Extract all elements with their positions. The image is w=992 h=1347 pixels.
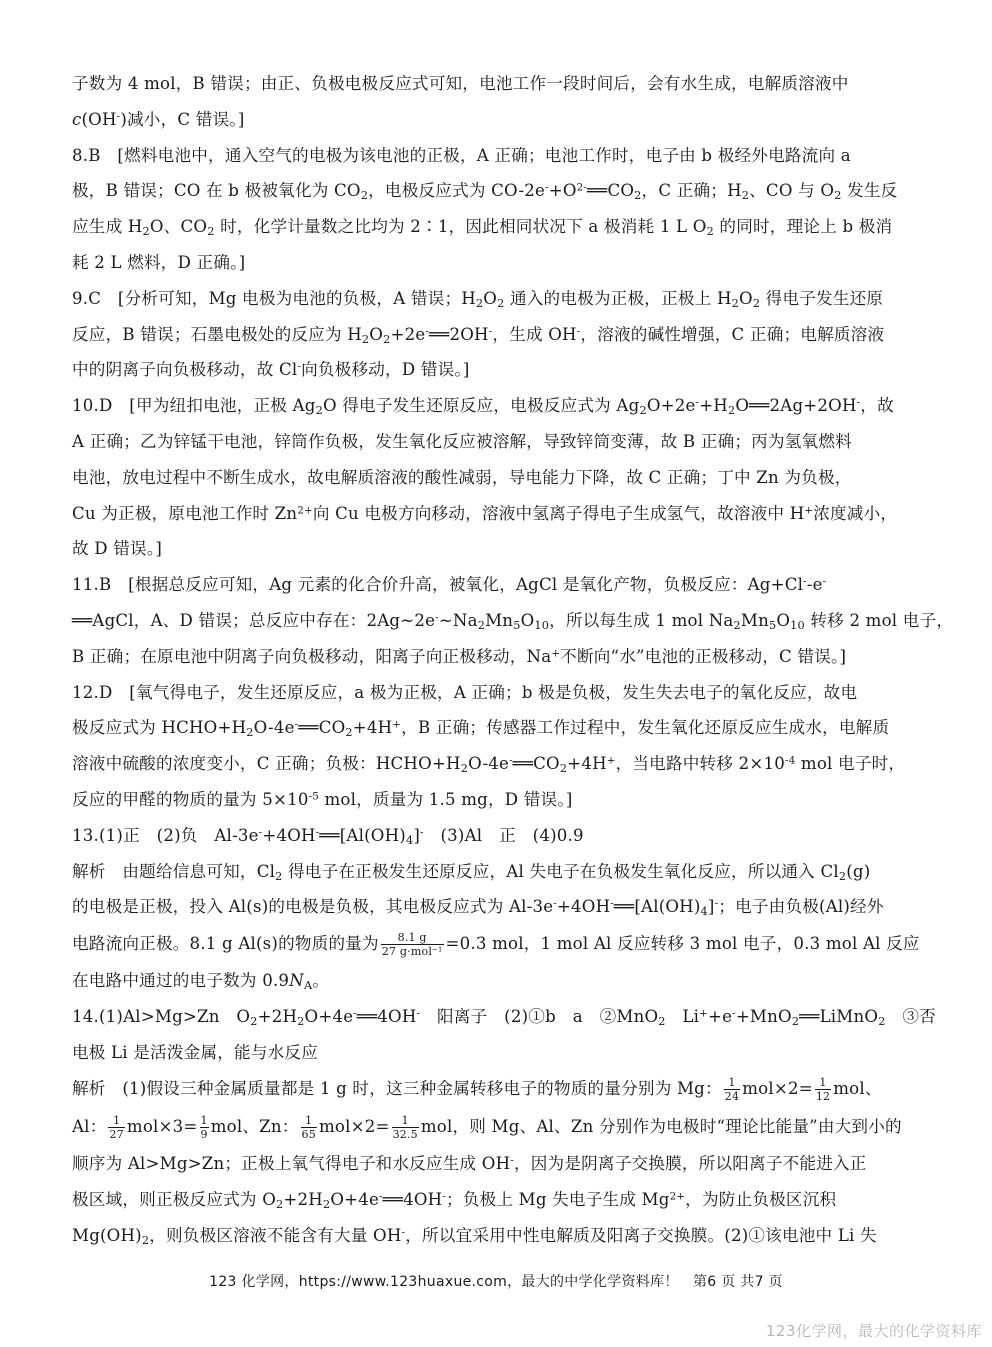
text-line: 反应的甲醛的物质的量为 $5\times 10^{-5}$ mol，质量为 1.5 mg，D 错误。] (72, 789, 573, 809)
text-line: 8.B [燃料电池中，通入空气的电极为该电池的正极，A 正确；电池工作时，电子由 b 极经外电路流向 a (72, 145, 851, 165)
text-line: 极，B 错误；CO 在 b 极被氧化为 $CO_2$，电极反应式为 $CO-2e^-+O^{2-}══CO_2$，C 正确；$H_2$、CO 与 $O_2$ 发生反 (72, 181, 898, 203)
text-line: 电极 Li 是活泼金属，能与水反应 (72, 1042, 318, 1062)
text-line: 顺序为 Al>Mg>Zn；正极上氧气得电子和水反应生成 OH-，因为是阴离子交换膜，所以阳离子不能进入正 (72, 1153, 867, 1173)
text-line: 应生成 $H_2O$、$CO_2$ 时，化学计量数之比均为 2∶1，因此相同状况下 a 极消耗 1 L $O_2$ 的同时，理论上 b 极消 (72, 217, 893, 238)
answer-text (72, 66, 954, 1253)
text-line: 12.D [氧气得电子，发生还原反应，a 极为正极，A 正确；b 极是负极，发生失去电子的氧化反应，故电 (72, 682, 858, 702)
text-line: 电池，放电过程中不断生成水，故电解质溶液的酸性减弱，导电能力下降，故 C 正确；丁中 Zn 为负极， (72, 467, 852, 487)
text-line: 溶液中硫酸的浓度变小，C 正确；负极：$HCHO+H_2O-4e^-══CO_2+4H^+$，当电路中转移 $2\times 10^{-4}$ mol 电子时， (72, 754, 906, 775)
text-line: Cu 为正极，原电池工作时 $Zn^{2+}$向 Cu 电极方向移动，溶液中氢离子得电子生成氢气，故溶液中 H+浓度减小， (72, 503, 898, 523)
text-line: 极反应式为 $HCHO+H_2O-4e^-══CO_2+4H^+$，B 正确；传感器工作过程中，发生氧化还原反应生成水，电解质 (72, 718, 890, 740)
text-line: 极区域，则正极反应式为 $O_2+2H_2O+4e^-══4OH^-$；负极上 Mg 失电子生成 $Mg^{2+}$，为防止负极区沉积 (72, 1189, 837, 1211)
text-line: 故 D 错误。] (72, 539, 163, 559)
text-line: ══AgCl，A、D 错误；总反应中存在：$2Ag\sim 2e^-\sim Na_2Mn_5O_{10}$，所以每生成 1 mol $Na_2Mn_5O_{10}$ 转移 2 mol 电子， (72, 610, 954, 632)
watermark: 123化学网，最大的化学资料库 (765, 1322, 982, 1340)
text-line: $Mg(OH)_2$，则负极区溶液不能含有大量 OH-，所以宜采用中性电解质及阳离子交换膜。(2)①该电池中 Li 失 (72, 1225, 877, 1247)
text-line: 子数为 4 mol，B 错误；由正、负极电极反应式可知，电池工作一段时间后，会有水生成，电解质溶液中 (72, 74, 849, 93)
text-line: 电路流向正极。8.1 g Al(s)的物质的量为 8.1 g 27 g·mol$^{-1}$ =0.3 mol，1 mol Al 反应转移 3 mol 电子，0.3 mol Al 反应 (72, 931, 920, 959)
text-line: A 正确；乙为锌锰干电池，锌筒作负极，发生氧化反应被溶解，导致锌筒变薄，故 B 正确；丙为氢氧燃料 (72, 431, 852, 451)
text-line: 反应，B 错误；石墨电极处的反应为 $H_2O_2+2e^-══2OH^-$，生成 OH-，溶液的碱性增强，C 正确；电解质溶液 (72, 324, 885, 346)
text-line: 解析 (1)假设三种金属质量都是 1 g 时，这三种金属转移电子的物质的量分别为 Mg： $\frac{1}{24}$ mol×2= $\frac{1}{12}$ mol、 (72, 1076, 882, 1104)
text-line: B 正确；在原电池中阴离子向负极移动，阳离子向正极移动，Na+不断向“水”电池的正极移动，C 错误。] (72, 646, 847, 666)
text-line: 10.D [甲为纽扣电池，正极 $Ag_2O$ 得电子发生还原反应，电极反应式为 $Ag_2O+2e^-+H_2O══2Ag+2OH^-$，故 (72, 396, 894, 417)
text-line: 耗 2 L 燃料，D 正确。] (72, 252, 246, 272)
text-line: 中的阴离子向负极移动，故 Cl-向负极移动，D 错误。] (72, 360, 470, 380)
text-line: 14.(1)Al>Mg>Zn $O_2+2H_2O+4e^-══4OH^-$ 阳离子 (2)①b a ②MnO$_2$ Li++e-+MnO$_2$══LiMnO$_2$ ③否 (72, 1006, 936, 1028)
text-line: 在电路中通过的电子数为 $0.9N_A$。 (72, 970, 330, 992)
text-line: c(OH-)减小，C 错误。] (72, 109, 245, 129)
text-line: 解析 由题给信息可知，$Cl_2$ 得电子在正极发生还原反应，Al 失电子在负极发生氧化反应，所以通入 $Cl_2(g)$ (72, 861, 871, 883)
text-line: 11.B [根据总反应可知，Ag 元素的化合价升高，被氧化，AgCl 是氧化产物，负极反应：Ag+Cl--e- (72, 575, 827, 595)
page-footer: 123 化学网，https://www.123huaxue.com，最大的中学化学资料库！ 第6 页 共7 页 (209, 1274, 783, 1290)
text-line: 的电极是正极，投入 Al(s)的电极是负极，其电极反应式为 $Al-3e^-+4OH^-══[Al(OH)_4]^-$；电子由负极(Al)经外 (72, 897, 884, 919)
text-line: 13.(1)正 (2)负 $Al-3e^-+4OH^-══[Al(OH)_4]^-$ (3)Al 正 (4)0.9 (72, 825, 584, 847)
text-line: Al： $\frac{1}{27}$ mol×3= $\frac{1}{9}$ mol、Zn： $\frac{1}{65}$ mol×2= $\frac{1}{32.5}$ mol，则 Mg、Al、Zn 分别作为电极时“理论比能量”由大到小的 (72, 1114, 902, 1142)
text-line: 9.C [分析可知，Mg 电极为电池的负极，A 错误；$H_2O_2$ 通入的电极为正极，正极上 $H_2O_2$ 得电子发生还原 (72, 288, 884, 310)
